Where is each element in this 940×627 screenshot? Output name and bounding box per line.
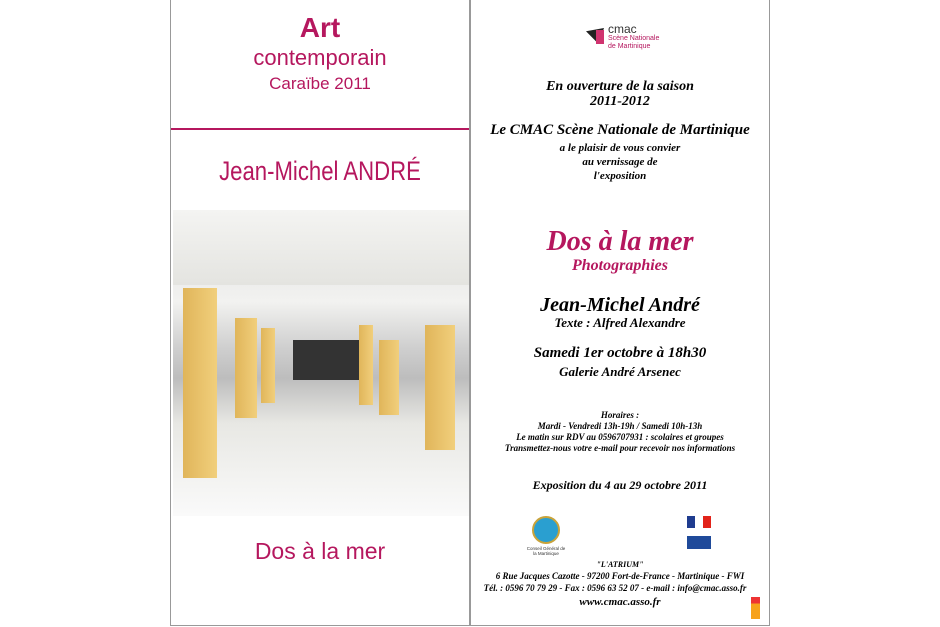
contemporain-heading: contemporain [253, 45, 387, 70]
left-panel [171, 0, 471, 625]
host-text: Le CMAC Scène Nationale de Martinique [490, 122, 750, 138]
conseil-general-logo: Conseil Général de la Martinique [526, 516, 566, 556]
vernissage-date: Samedi 1er octobre à 18h30 [533, 345, 707, 361]
edition-label: Caraïbe 2011 [269, 74, 371, 93]
artist-name: Jean-Michel André [540, 294, 700, 316]
cmac-logo: cmac Scène Nationale de Martinique [586, 24, 686, 52]
hours-line: Mardi - Vendredi 13h-19h / Samedi 10h-13h [537, 421, 703, 431]
republique-francaise-logo [687, 516, 711, 528]
artist-name: Jean-Michel ANDRÉ [219, 156, 421, 186]
season-text: 2011-2012 [590, 94, 650, 109]
invite-line: a le plaisir de vous convier [559, 142, 681, 154]
culture-ministry-logo [687, 536, 711, 549]
invite-line: l'exposition [593, 170, 647, 182]
exhibition-photo [173, 210, 469, 516]
invite-line: au vernissage de [582, 156, 658, 168]
hours-line: Le matin sur RDV au 0596707931 : scolaires et groupes [516, 432, 724, 442]
hours-line: Transmettez-nous votre e-mail pour recevoir nos informations [504, 443, 736, 453]
invitation-card [170, 0, 770, 626]
right-panel [471, 0, 769, 625]
art-heading: Art [299, 12, 341, 43]
gallery-name: Galerie André Arsenec [559, 364, 681, 379]
website-link[interactable]: www.cmac.asso.fr [579, 596, 661, 608]
hours-label: Horaires : [600, 410, 640, 420]
printer-logo [751, 597, 760, 619]
expo-subtitle: Photographies [571, 257, 668, 274]
expo-title: Dos à la mer [546, 226, 694, 257]
text-author: Texte : Alfred Alexandre [554, 315, 686, 330]
exhibition-dates: Exposition du 4 au 29 octobre 2011 [532, 478, 708, 492]
address: 6 Rue Jacques Cazotte - 97200 Fort-de-France - Martinique - FWI [495, 571, 745, 581]
divider [171, 128, 469, 130]
contact-info: Tél. : 0596 70 79 29 - Fax : 0596 63 52 07 - e-mail : info@cmac.asso.fr [483, 583, 747, 593]
venue-name: "L'ATRIUM" [596, 560, 644, 569]
opening-text: En ouverture de la saison [546, 79, 694, 94]
exhibition-title: Dos à la mer [254, 538, 386, 564]
